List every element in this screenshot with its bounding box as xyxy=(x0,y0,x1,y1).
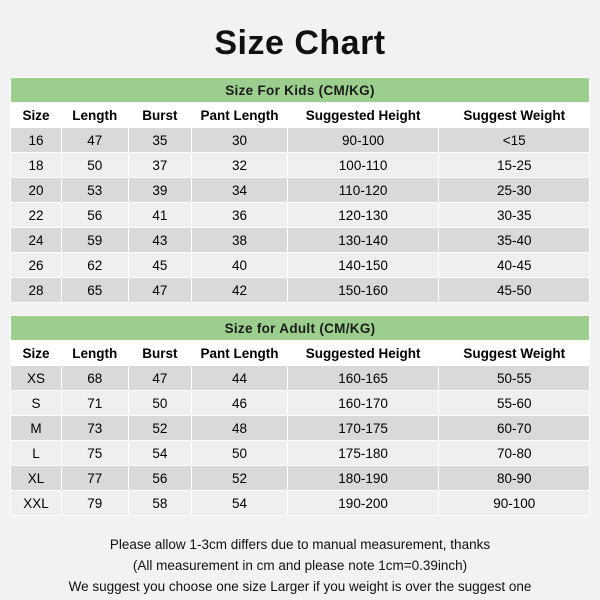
cell-height: 175-180 xyxy=(287,441,439,466)
cell-pant-length: 50 xyxy=(192,441,288,466)
cell-length: 62 xyxy=(61,253,128,278)
cell-size: 26 xyxy=(11,253,62,278)
cell-size: 28 xyxy=(11,278,62,303)
kids-band-label: Size For Kids (CM/KG) xyxy=(11,78,590,103)
table-row xyxy=(11,228,590,253)
table-row xyxy=(11,278,590,303)
cell-pant-length: 38 xyxy=(192,228,288,253)
cell-length: 65 xyxy=(61,278,128,303)
table-row xyxy=(11,153,590,178)
cell-length: 53 xyxy=(61,178,128,203)
cell-length: 71 xyxy=(61,391,128,416)
cell-weight: 15-25 xyxy=(439,153,590,178)
note-line-3: We suggest you choose one size Larger if you weight is over the suggest one xyxy=(68,579,532,594)
table-row xyxy=(11,416,590,441)
cell-length: 79 xyxy=(61,491,128,516)
cell-weight: 25-30 xyxy=(439,178,590,203)
cell-size: XL xyxy=(11,466,62,491)
adult-band-label: Size for Adult (CM/KG) xyxy=(11,316,590,341)
cell-length: 50 xyxy=(61,153,128,178)
table-row xyxy=(11,128,590,153)
cell-size: 20 xyxy=(11,178,62,203)
cell-height: 190-200 xyxy=(287,491,439,516)
table-row xyxy=(11,366,590,391)
cell-pant-length: 44 xyxy=(192,366,288,391)
cell-burst: 37 xyxy=(128,153,192,178)
adult-col-suggested-height: Suggested Height xyxy=(287,341,439,366)
cell-burst: 43 xyxy=(128,228,192,253)
adult-col-pant-length: Pant Length xyxy=(192,341,288,366)
table-row xyxy=(11,391,590,416)
cell-weight: 40-45 xyxy=(439,253,590,278)
table-row xyxy=(11,178,590,203)
cell-pant-length: 34 xyxy=(192,178,288,203)
cell-height: 110-120 xyxy=(287,178,439,203)
cell-size: S xyxy=(11,391,62,416)
cell-burst: 35 xyxy=(128,128,192,153)
cell-pant-length: 42 xyxy=(192,278,288,303)
table-row xyxy=(11,441,590,466)
cell-weight: 60-70 xyxy=(439,416,590,441)
cell-length: 75 xyxy=(61,441,128,466)
cell-weight: 45-50 xyxy=(439,278,590,303)
adult-col-suggest-weight: Suggest Weight xyxy=(439,341,590,366)
adult-table-band xyxy=(11,316,590,341)
cell-weight: 70-80 xyxy=(439,441,590,466)
cell-size: 18 xyxy=(11,153,62,178)
note-line-2: (All measurement in cm and please note 1cm=0.39inch) xyxy=(132,558,468,573)
cell-weight: 55-60 xyxy=(439,391,590,416)
cell-pant-length: 46 xyxy=(192,391,288,416)
note-line-1: Please allow 1-3cm differs due to manual measurement, thanks xyxy=(109,537,491,552)
cell-length: 47 xyxy=(61,128,128,153)
cell-burst: 54 xyxy=(128,441,192,466)
cell-height: 130-140 xyxy=(287,228,439,253)
cell-height: 160-170 xyxy=(287,391,439,416)
adult-col-burst: Burst xyxy=(128,341,192,366)
cell-weight: 30-35 xyxy=(439,203,590,228)
cell-burst: 47 xyxy=(128,366,192,391)
cell-pant-length: 32 xyxy=(192,153,288,178)
cell-length: 68 xyxy=(61,366,128,391)
kids-col-length: Length xyxy=(61,103,128,128)
cell-burst: 45 xyxy=(128,253,192,278)
cell-size: XS xyxy=(11,366,62,391)
kids-size-table xyxy=(10,77,590,303)
table-row xyxy=(11,253,590,278)
cell-size: L xyxy=(11,441,62,466)
cell-pant-length: 40 xyxy=(192,253,288,278)
cell-height: 170-175 xyxy=(287,416,439,441)
adult-header-row xyxy=(11,341,590,366)
kids-col-suggested-height: Suggested Height xyxy=(287,103,439,128)
kids-col-size: Size xyxy=(11,103,62,128)
cell-pant-length: 30 xyxy=(192,128,288,153)
cell-burst: 56 xyxy=(128,466,192,491)
cell-pant-length: 54 xyxy=(192,491,288,516)
cell-length: 77 xyxy=(61,466,128,491)
cell-height: 180-190 xyxy=(287,466,439,491)
adult-col-length: Length xyxy=(61,341,128,366)
table-row xyxy=(11,491,590,516)
cell-size: 24 xyxy=(11,228,62,253)
cell-weight: 50-55 xyxy=(439,366,590,391)
adult-col-size: Size xyxy=(11,341,62,366)
cell-height: 150-160 xyxy=(287,278,439,303)
table-spacer xyxy=(10,303,590,315)
cell-size: XXL xyxy=(11,491,62,516)
kids-col-pant-length: Pant Length xyxy=(192,103,288,128)
cell-length: 73 xyxy=(61,416,128,441)
cell-size: 16 xyxy=(11,128,62,153)
cell-burst: 52 xyxy=(128,416,192,441)
cell-pant-length: 48 xyxy=(192,416,288,441)
kids-header-row xyxy=(11,103,590,128)
cell-burst: 50 xyxy=(128,391,192,416)
adult-size-table xyxy=(10,315,590,516)
cell-burst: 41 xyxy=(128,203,192,228)
cell-weight: <15 xyxy=(439,128,590,153)
cell-height: 90-100 xyxy=(287,128,439,153)
cell-length: 56 xyxy=(61,203,128,228)
kids-col-suggest-weight: Suggest Weight xyxy=(439,103,590,128)
cell-size: 22 xyxy=(11,203,62,228)
cell-pant-length: 52 xyxy=(192,466,288,491)
table-row xyxy=(11,466,590,491)
cell-weight: 80-90 xyxy=(439,466,590,491)
cell-burst: 47 xyxy=(128,278,192,303)
cell-height: 160-165 xyxy=(287,366,439,391)
cell-height: 140-150 xyxy=(287,253,439,278)
cell-length: 59 xyxy=(61,228,128,253)
cell-weight: 35-40 xyxy=(439,228,590,253)
cell-pant-length: 36 xyxy=(192,203,288,228)
cell-height: 120-130 xyxy=(287,203,439,228)
cell-size: M xyxy=(11,416,62,441)
kids-col-burst: Burst xyxy=(128,103,192,128)
cell-height: 100-110 xyxy=(287,153,439,178)
cell-weight: 90-100 xyxy=(439,491,590,516)
table-row xyxy=(11,203,590,228)
cell-burst: 39 xyxy=(128,178,192,203)
measurement-notes xyxy=(10,516,590,597)
cell-burst: 58 xyxy=(128,491,192,516)
page-title: Size Chart xyxy=(214,24,386,62)
kids-table-band xyxy=(11,78,590,103)
